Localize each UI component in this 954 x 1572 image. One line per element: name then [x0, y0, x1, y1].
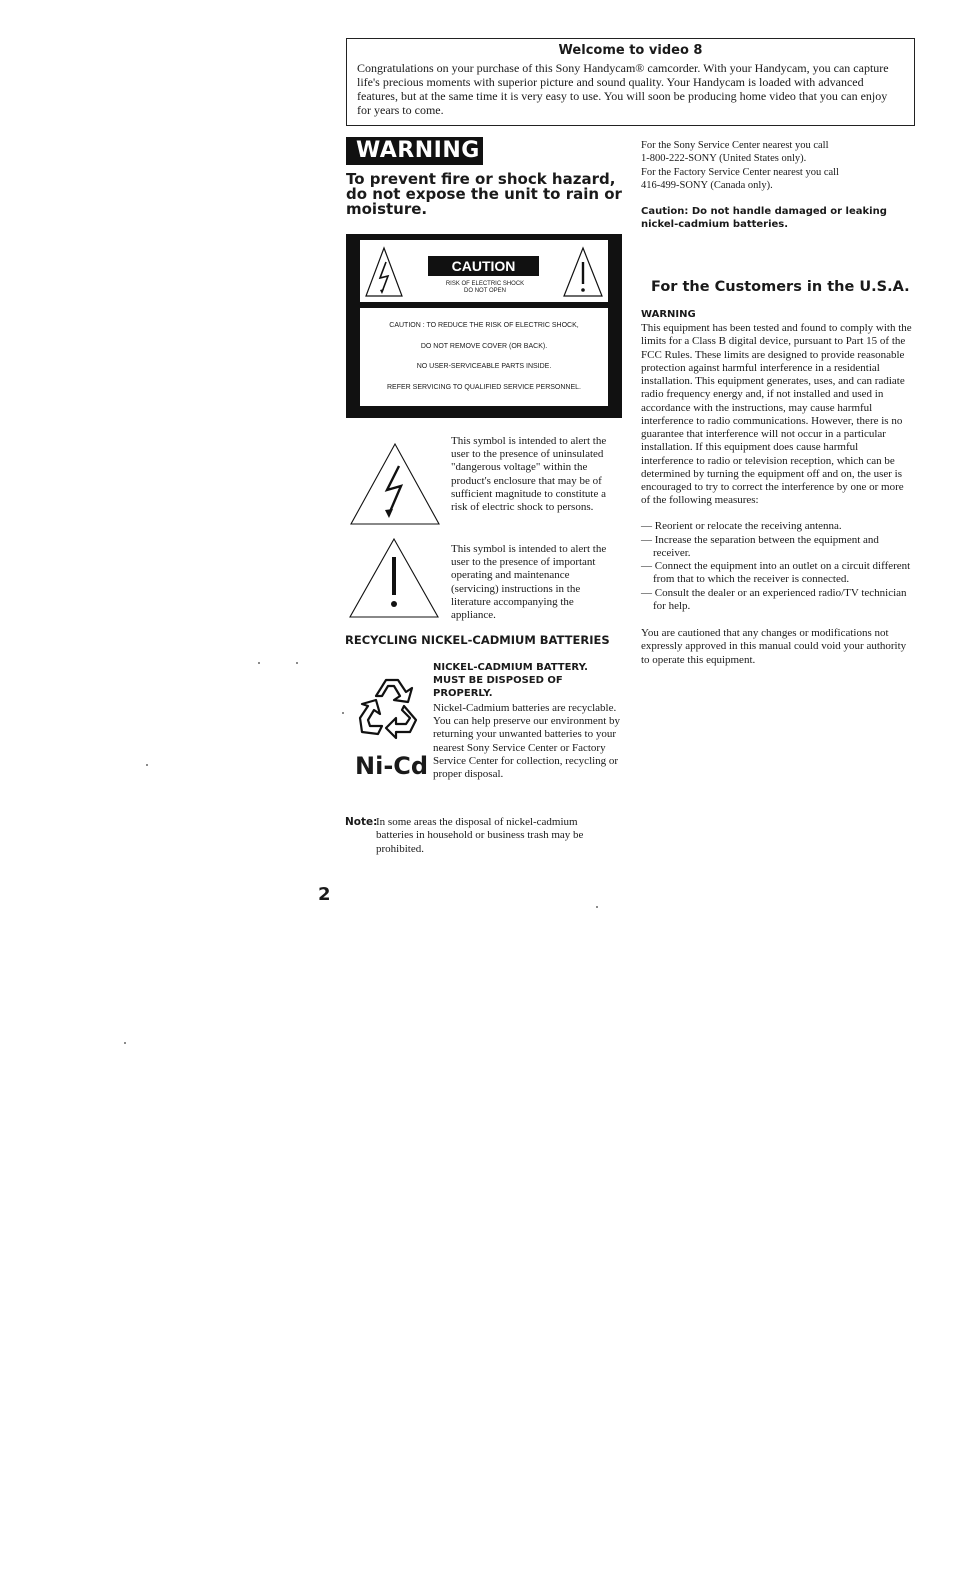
- scan-speck: [596, 906, 598, 908]
- caution-top-box: [360, 240, 608, 302]
- measure-item: — Consult the dealer or an experienced radio/TV technician for help.: [641, 587, 907, 613]
- service-info: [641, 139, 911, 192]
- caution-risk-text: [430, 281, 540, 295]
- measure-item: — Increase the separation between the equipment and receiver.: [641, 534, 879, 560]
- note-text: In some areas the disposal of nickel-cadmium batteries in household or business trash may be prohibited.: [376, 816, 584, 855]
- exclamation-symbol-text: This symbol is intended to alert the user to the presence of important operating and maintenance (servicing) instructions in the literature accompanying the appliance.: [451, 543, 607, 622]
- service-line-2: 1-800-222-SONY (United States only).: [641, 153, 807, 165]
- scan-speck: [124, 1042, 126, 1044]
- caution-bottom-box: [360, 308, 608, 406]
- risk-line: RISK OF ELECTRIC SHOCK: [445, 281, 525, 287]
- page-number: 2: [318, 884, 331, 905]
- scan-speck: [342, 712, 344, 714]
- caution-line-4: REFER SERVICING TO QUALIFIED SERVICE PERSONNEL.: [387, 384, 581, 391]
- prevent-heading: To prevent fire or shock hazard, do not expose the unit to rain or moisture.: [346, 170, 622, 218]
- exclamation-warning-icon: [348, 537, 440, 619]
- nicd-label: Ni-Cd: [355, 752, 429, 780]
- caution-line-1: CAUTION : TO REDUCE THE RISK OF ELECTRIC SHOCK,: [389, 322, 579, 329]
- warning-banner: WARNING: [346, 137, 483, 165]
- service-line-1: For the Sony Service Center nearest you call: [641, 140, 829, 151]
- battery-body: Nickel-Cadmium batteries are recyclable. You can help preserve our environment by returning your unwanted batteries to your nearest Sony Service Center or Factory Service Center for collection, recycling or proper disposal.: [433, 702, 621, 781]
- recycling-heading: RECYCLING NICKEL-CADMIUM BATTERIES: [345, 633, 610, 647]
- do-not-open-line: DO NOT OPEN: [464, 288, 506, 294]
- lightning-triangle-icon: [364, 246, 404, 298]
- lightning-warning-icon: [349, 442, 441, 526]
- caution-batteries: Caution: Do not handle damaged or leaking nickel-cadmium batteries.: [641, 206, 887, 230]
- measure-item: — Connect the equipment into an outlet on a circuit different from that to which the receiver is connected.: [641, 560, 911, 586]
- battery-subheading: [433, 661, 623, 700]
- caution-label: CAUTION: [428, 256, 539, 276]
- service-line-4: 416-499-SONY (Canada only).: [641, 179, 773, 191]
- lightning-symbol-text: This symbol is intended to alert the user to the presence of uninsulated "dangerous voltage" within the product's enclosure that may be of sufficient magnitude to constitute a risk of electric shock to persons.: [451, 435, 607, 514]
- welcome-body: Congratulations on your purchase of this Sony Handycam® camcorder. With your Handycam, you can capture life's precious moments with superior picture and sound quality. Your Handycam is loaded with advanced features, but at the same time it is very easy to use. You will soon be producing home video that you can enjoy for years to come.: [357, 61, 889, 117]
- exclamation-triangle-icon: [562, 246, 604, 298]
- battery-subheading-line2: MUST BE DISPOSED OF PROPERLY.: [433, 675, 563, 699]
- scan-speck: [258, 662, 260, 664]
- scan-speck: [296, 662, 298, 664]
- welcome-title: Welcome to video 8: [558, 43, 703, 58]
- note-label: Note:: [345, 816, 378, 828]
- measure-item: — Reorient or relocate the receiving antenna.: [641, 520, 842, 532]
- us-customers-heading: For the Customers in the U.S.A.: [651, 279, 910, 295]
- service-line-3: For the Factory Service Center nearest you call: [641, 166, 839, 178]
- fcc-caution-text: You are cautioned that any changes or modifications not expressly approved in this manual could void your authority to operate this equipment.: [641, 627, 907, 666]
- caution-line-2: DO NOT REMOVE COVER (OR BACK).: [420, 343, 548, 350]
- scan-speck: [146, 764, 148, 766]
- caution-panel: [346, 234, 622, 418]
- fcc-warning-label: WARNING: [641, 309, 696, 320]
- recycle-icon: [358, 676, 420, 740]
- caution-line-3: NO USER-SERVICEABLE PARTS INSIDE.: [416, 363, 552, 370]
- welcome-box: [346, 38, 915, 126]
- battery-subheading-line1: NICKEL-CADMIUM BATTERY.: [433, 662, 588, 673]
- fcc-body: This equipment has been tested and found to comply with the limits for a Class B digital device, pursuant to Part 15 of the FCC Rules. These limits are designed to provide reasonable protection against harmful interference in a residential installation. This equipment generates, uses, and can radiate radio frequency energy and, if not installed and used in accordance with the instructions, may cause harmful interference to radio communications. However, there is no guarantee that interference will not occur in a particular installation. If this equipment does cause harmful interference to radio or television reception, which can be determined by turning the equipment off and on, the user is encouraged to try to correct the interference by one or more of the following measures:: [641, 322, 912, 507]
